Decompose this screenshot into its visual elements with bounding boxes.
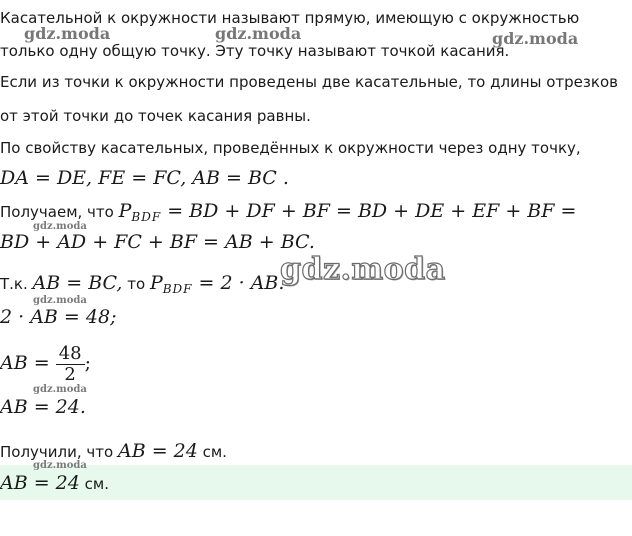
formula-2ab-48: 2 · AB = 48; [0, 306, 117, 328]
property-line-2: от этой точки до точек касания равны. [0, 107, 311, 125]
perimeter-formula-part-2: BD + AD + FC + BF = AB + BC. [0, 231, 315, 253]
perimeter-prefix: Получаем, что [0, 203, 114, 221]
watermark-logo: gdz.moda [215, 24, 302, 43]
watermark-logo: gdz.moda [33, 295, 87, 306]
fraction-numerator: 48 [56, 344, 85, 365]
result-formula: AB = 24 [117, 440, 198, 462]
answer-line [0, 474, 109, 493]
formula-equal-segments: DA = DE, FE = FC, AB = BC . [0, 167, 289, 189]
result-line [0, 442, 227, 461]
fraction [56, 344, 85, 385]
fraction-semicolon: ; [84, 352, 92, 374]
watermark-logo-large: gdz.moda [280, 252, 446, 287]
fraction-denominator: 2 [64, 363, 76, 385]
formula-ab-fraction [0, 341, 91, 385]
definition-line-1: Касательной к окружности называют прямую, имеющую с окружностью [0, 9, 580, 27]
fraction-lhs: AB = [0, 352, 50, 374]
answer-unit: см. [84, 475, 109, 493]
watermark-logo: gdz.moda [33, 384, 87, 395]
result-unit: см. [202, 443, 227, 461]
watermark-logo: gdz.moda [33, 221, 87, 232]
definition-line-2: только одну общую точку. Эту точку называют точкой касания. [0, 42, 510, 60]
since-formula-perimeter: $P_{BDF} = 2$ · AB. [149, 272, 285, 296]
answer-formula: AB = 24 [0, 472, 80, 494]
since-formula-ab-bc: AB = BC, [32, 272, 123, 294]
since-then: то [127, 275, 146, 293]
watermark-logo: gdz.moda [492, 29, 579, 48]
reasoning-line: По свойству касательных, проведённых к окружности через одну точку, [0, 139, 581, 157]
since-prefix: Т.к. [0, 275, 28, 293]
result-prefix: Получили, что [0, 443, 114, 461]
perimeter-formula-part-1: $P_{BDF}$ = BD + DF + BF = BD + DE + EF + BF = [118, 200, 577, 224]
formula-ab-24: AB = 24. [0, 396, 86, 418]
watermark-logo: gdz.moda [33, 460, 87, 471]
property-line-1: Если из точки к окружности проведены две касательные, то длины отрезков [0, 73, 618, 91]
watermark-logo: gdz.moda [24, 24, 111, 43]
